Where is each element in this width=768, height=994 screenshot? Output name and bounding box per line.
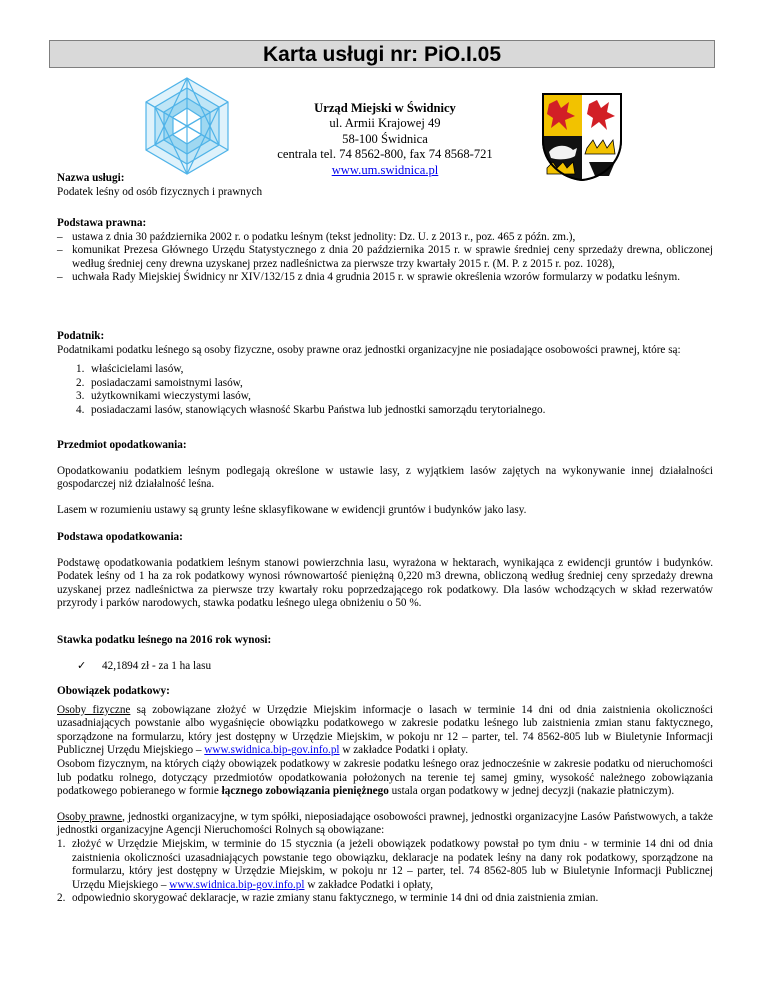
- office-address: [240, 101, 530, 178]
- page-title: [49, 40, 715, 68]
- service-name-label: Nazwa usługi:: [57, 172, 125, 184]
- subject-label: Przedmiot opodatkowania:: [57, 439, 187, 451]
- rate-item: [57, 660, 713, 674]
- obligation-paragraph-2: Osobom fizycznym, na których ciąży obowiązek podatkowy w zakresie podatku leśnego oraz jednocześnie w zakresie podatku od nieruchomości lub podatku rolnego, dotyczący przedmiotów opodatkowania położonych na terenie tej samej gminy, wysokość należnego zobowiązania podatkowego pobieranego w formie łącznego zobowiązania pieniężnego ustala organ podatkowy w jednej decyzji (nakazie płatniczym).: [57, 757, 713, 798]
- office-phone: centrala tel. 74 8562-800, fax 74 8568-721: [277, 147, 493, 162]
- legal-basis-section: [57, 217, 713, 285]
- obligation-paragraph-3: Osoby prawne, jednostki organizacyjne, w tym spółki, nieposiadające osobowości prawnej, jednostki organizacyjne Lasów Państwowych, a także jednostki organizacyjne Agencji Nieruchomości Rolnych są obowiązane:: [57, 810, 713, 837]
- taxpayer-intro: Podatnikami podatku leśnego są osoby fizyczne, osoby prawne oraz jednostki organizacyjne nie posiadające osobowości prawnej, które są:: [57, 343, 681, 356]
- coat-of-arms-icon: [537, 90, 627, 182]
- list-item: 2. odpowiednio skorygować deklaracje, w razie zmiany stanu faktycznego, w terminie 14 dni od dnia zaistnienia zmian.: [57, 892, 599, 905]
- office-city: 58-100 Świdnica: [342, 131, 428, 146]
- taxpayer-section: [57, 330, 713, 418]
- subject-section: [57, 439, 713, 517]
- obligation-paragraph-1: Osoby fizyczne są zobowiązane złożyć w Urzędzie Miejskim informacje o lasach w terminie 14 dni od dnia zaistnienia okoliczności uzasadniających powstanie albo wygaśnięcie obowiązku podatkowego w zakresie podatku leśnego lub zaistnienia zmian stanu faktycznego, sporządzone na formularzu, który jest dostępny w Urzędzie Miejskim, w pokoju nr 12 – parter, tel. 74 8562-805 lub w Biuletynie Informacji Publicznej Urzędu Miejskiego – www.swidnica.bip-gov.info.pl w zakładce Podatki i opłaty.: [57, 703, 713, 757]
- office-website-link[interactable]: www.um.swidnica.pl: [331, 162, 439, 177]
- checkmark-icon: ✓: [77, 659, 87, 672]
- rate-section: [57, 634, 713, 673]
- tax-base-text: Podstawę opodatkowania podatkiem leśnym stanowi powierzchnia lasu, wyrażona w hektarach, wynikająca z ewidencji gruntów i budynków. Podatek leśny od 1 ha za rok podatkowy wynosi równowartość pieniężną 0,220 m3 drewna, obliczoną według średniej ceny sprzedaży drewna uzyskanej przez nadleśnictwa za pierwsze trzy kwartały roku poprzedzającego rok podatkowy. Dla lasów wchodzących w skład rezerwatów przyrody i parków narodowych, stawka podatku leśnego ulega obniżeniu o 50 %.: [57, 556, 713, 610]
- obligation-label: Obowiązek podatkowy:: [57, 685, 170, 697]
- service-name-section: [57, 172, 713, 199]
- rate-value: 42,1894 zł - za 1 ha lasu: [102, 659, 212, 672]
- subject-paragraph-1: Opodatkowaniu podatkiem leśnym podlegają określone w ustawie lasy, z wyjątkiem lasów zajętych na wykonywanie innej działalności gospodarczej niż działalność leśna.: [57, 464, 713, 491]
- legal-basis-label: Podstawa prawna:: [57, 217, 147, 229]
- list-item: 4. posiadaczami lasów, stanowiących własność Skarbu Państwa lub jednostki samorządu terytorialnego.: [76, 403, 546, 416]
- bip-link[interactable]: www.swidnica.bip-gov.info.pl: [169, 878, 305, 891]
- subject-paragraph-2: Lasem w rozumieniu ustawy są grunty leśne sklasyfikowane w ewidencji gruntów i budynków jako lasy.: [57, 503, 527, 516]
- list-item: 3. użytkownikami wieczystymi lasów,: [76, 390, 251, 403]
- list-item: 2. posiadaczami samoistnymi lasów,: [76, 376, 243, 389]
- page-title-text: Karta usługi nr: PiO.I.05: [262, 43, 502, 66]
- obligation-section: [57, 685, 713, 906]
- hexagon-logo-icon: [135, 74, 239, 178]
- office-street: ul. Armii Krajowej 49: [329, 116, 441, 131]
- bip-link[interactable]: www.swidnica.bip-gov.info.pl: [204, 744, 340, 757]
- service-name-value: Podatek leśny od osób fizycznych i prawnych: [57, 185, 263, 198]
- list-item: 1. właścicielami lasów,: [76, 363, 184, 376]
- office-name: Urząd Miejski w Świdnicy: [314, 101, 456, 115]
- tax-base-section: [57, 531, 713, 611]
- legal-basis-item: – komunikat Prezesa Głównego Urzędu Statystycznego z dnia 20 października 2015 r. w sprawie średniej ceny sprzedaży drewna, obliczonej według średniej ceny drewna uzyskanej przez nadleśnictwa za pierwsze trzy kwartały 2015 r. (M. P. z 2015 r. poz. 1028),: [57, 244, 713, 271]
- rate-label: Stawka podatku leśnego na 2016 rok wynosi:: [57, 634, 272, 646]
- legal-basis-item: – uchwała Rady Miejskiej Świdnicy nr XIV/132/15 z dnia 4 grudnia 2015 r. w sprawie określenia wzorów formularzy w podatku leśnym.: [57, 271, 713, 285]
- legal-basis-item: – ustawa z dnia 30 października 2002 r. o podatku leśnym (tekst jednolity: Dz. U. z 2013 r., poz. 465 z późn. zm.),: [57, 231, 713, 245]
- tax-base-label: Podstawa opodatkowania:: [57, 531, 183, 543]
- list-item: 1. złożyć w Urzędzie Miejskim, w terminie do 15 stycznia (a jeżeli obowiązek podatkowy powstał po tym dniu - w terminie 14 dni od dnia zaistnienia okoliczności uzasadniających powstanie tego obowiązku, deklaracje na podatek leśny na dany rok podatkowy, sporządzone na formularzu, który jest dostępny w Urzędzie Miejskim, w pokoju nr 12 – parter, tel. 74 8562-805 lub w Biuletynie Informacji Publicznej Urzędu Miejskiego – www.swidnica.bip-gov.info.pl w zakładce Podatki i opłaty,: [57, 837, 713, 891]
- taxpayer-label: Podatnik:: [57, 330, 105, 342]
